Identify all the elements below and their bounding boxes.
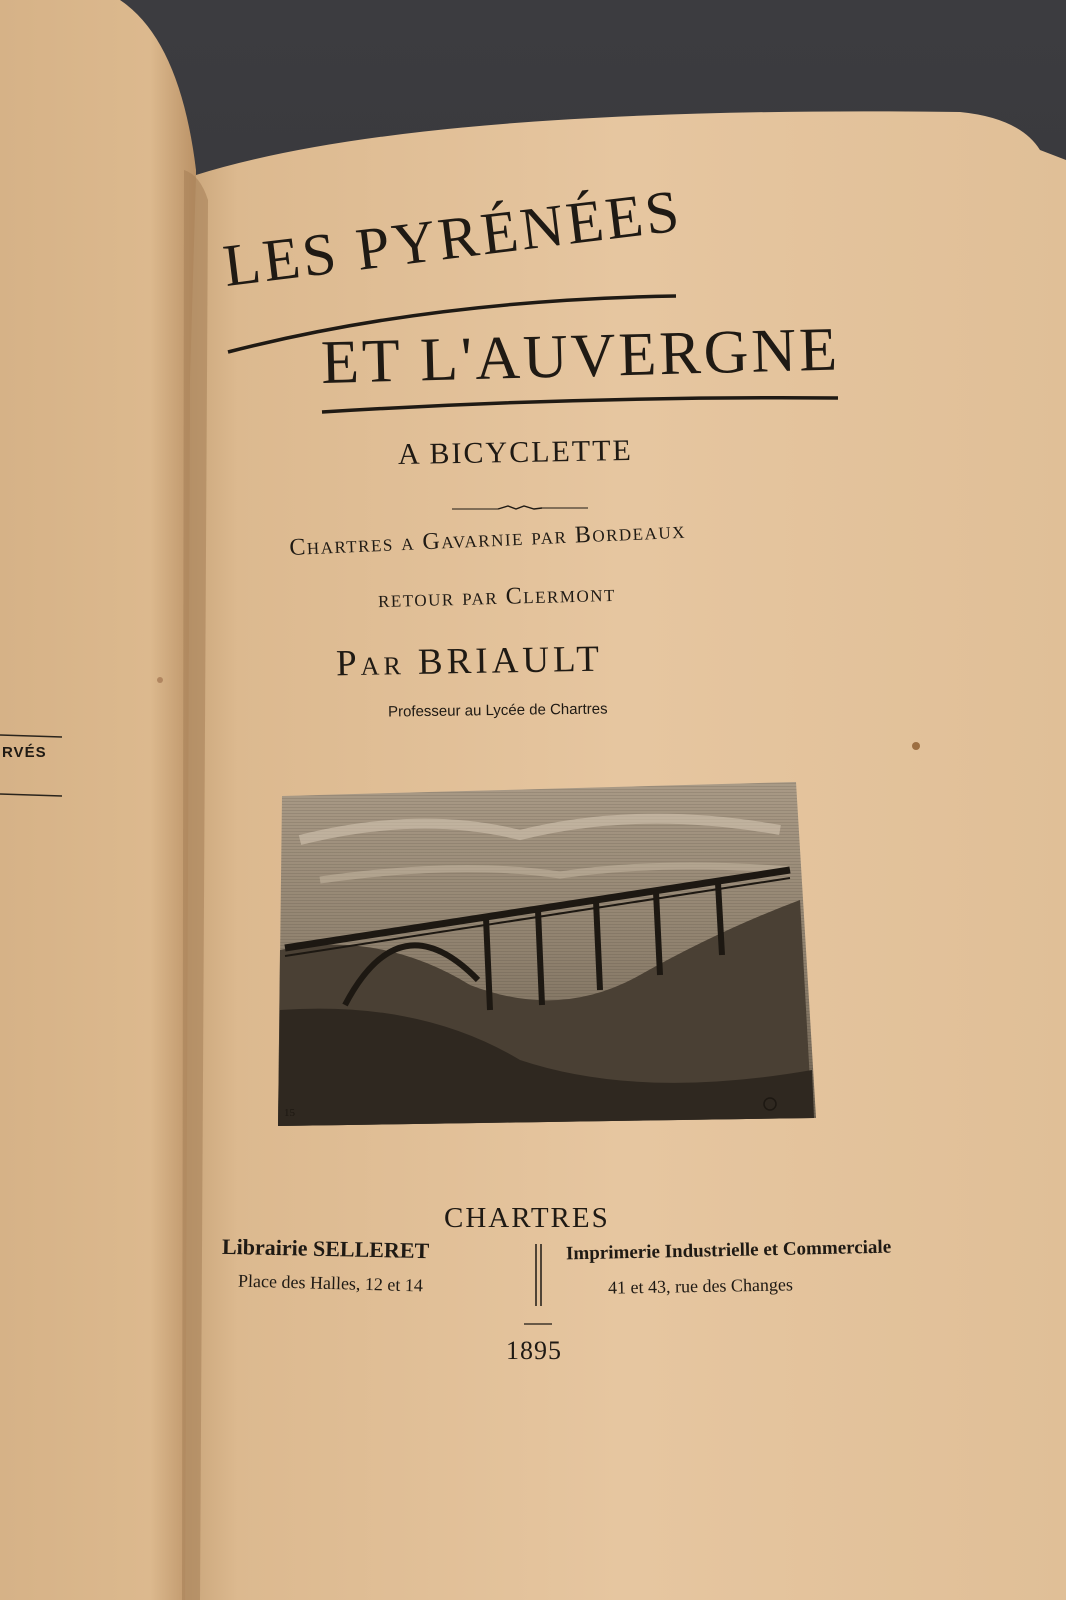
- author-profession: Professeur au Lycée de Chartres: [387, 700, 608, 721]
- publisher-left-address: Place des Halles, 12 et 14: [237, 1270, 424, 1296]
- title-line-2: ET L'AUVERGNE: [320, 315, 841, 398]
- paper-stain: [912, 742, 920, 750]
- author-name: Par BRIAULT: [335, 638, 604, 685]
- paper-stain: [157, 677, 163, 683]
- route-line-1: Chartres a Gavarnie par Bordeaux: [288, 517, 687, 562]
- publisher-left-name: Librairie SELLERET: [221, 1233, 430, 1264]
- title-line-1: LES PYRÉNÉES: [219, 177, 686, 300]
- svg-text:15: 15: [284, 1107, 295, 1119]
- publication-year: 1895: [506, 1336, 562, 1365]
- viaduct-engraving: [278, 782, 816, 1126]
- publication-city: CHARTRES: [444, 1202, 610, 1234]
- publisher-right-address: 41 et 43, rue des Changes: [607, 1274, 794, 1298]
- route-line-2: retour par Clermont: [377, 580, 617, 614]
- left-page-text-fragment: RVÉS: [2, 744, 47, 761]
- publisher-right-name: Imprimerie Industrielle et Commerciale: [565, 1236, 892, 1265]
- left-page: [0, 0, 200, 1600]
- subtitle: A BICYCLETTE: [397, 433, 634, 472]
